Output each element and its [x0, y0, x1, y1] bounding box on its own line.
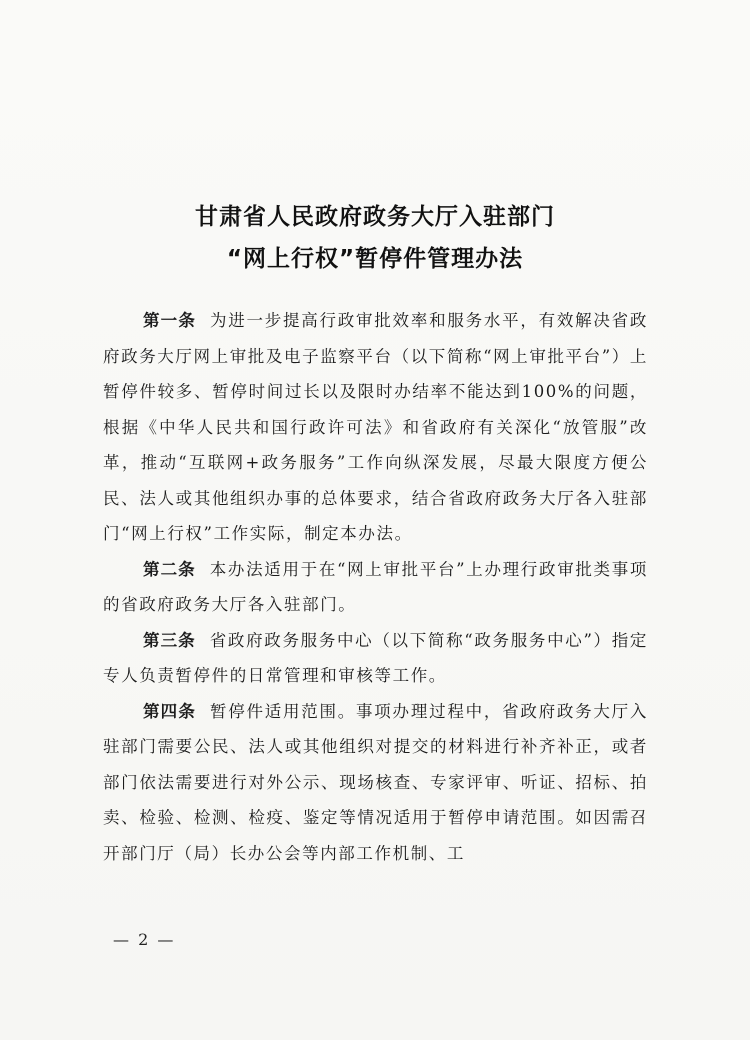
- article-1-text: 为进一步提高行政审批效率和服务水平，有效解决省政府政务大厅网上审批及电子监察平台（以下简称“网上审批平台”）上暂停件较多、暂停时间过长以及限时办结率不能达到100%的问题，根据《中华人民共和国行政许可法》和省政府有关深化“放管服”改革，推动“互联网+政务服务”工作向纵深发展，尽最大限度方便公民、法人或其他组织办事的总体要求，结合省政府政务大厅各入驻部门“网上行权”工作实际，制定本办法。: [103, 311, 649, 543]
- article-1: [103, 303, 648, 552]
- article-2-label: 第二条: [143, 559, 196, 579]
- article-3: [103, 623, 648, 694]
- article-3-text: 省政府政务服务中心（以下简称“政务服务中心”）指定专人负责暂停件的日常管理和审核等工作。: [103, 630, 649, 685]
- title-line-2: “网上行权”暂停件管理办法: [226, 246, 524, 272]
- article-3-label: 第三条: [143, 630, 196, 650]
- title-line-1: 甘肃省人民政府政务大厅入驻部门: [195, 204, 555, 230]
- article-1-label: 第一条: [143, 311, 196, 330]
- page-number: — 2 —: [113, 930, 176, 949]
- article-2-text: 本办法适用于在“网上审批平台”上办理行政审批类事项的省政府政务大厅各入驻部门。: [103, 559, 649, 614]
- article-4-label: 第四条: [143, 701, 196, 721]
- article-4-text: 暂停件适用范围。事项办理过程中，省政府政务大厅入驻部门需要公民、法人或其他组织对提交的材料进行补齐补正，或者部门依法需要进行对外公示、现场核查、专家评审、听证、招标、拍卖、检验、检测、检疫、鉴定等情况适用于暂停申请范围。如因需召开部门厅（局）长办公会等内部工作机制、工: [103, 701, 649, 863]
- document-title: [0, 196, 750, 280]
- article-4: [103, 694, 648, 872]
- article-2: [103, 552, 648, 623]
- document-body: [103, 303, 648, 871]
